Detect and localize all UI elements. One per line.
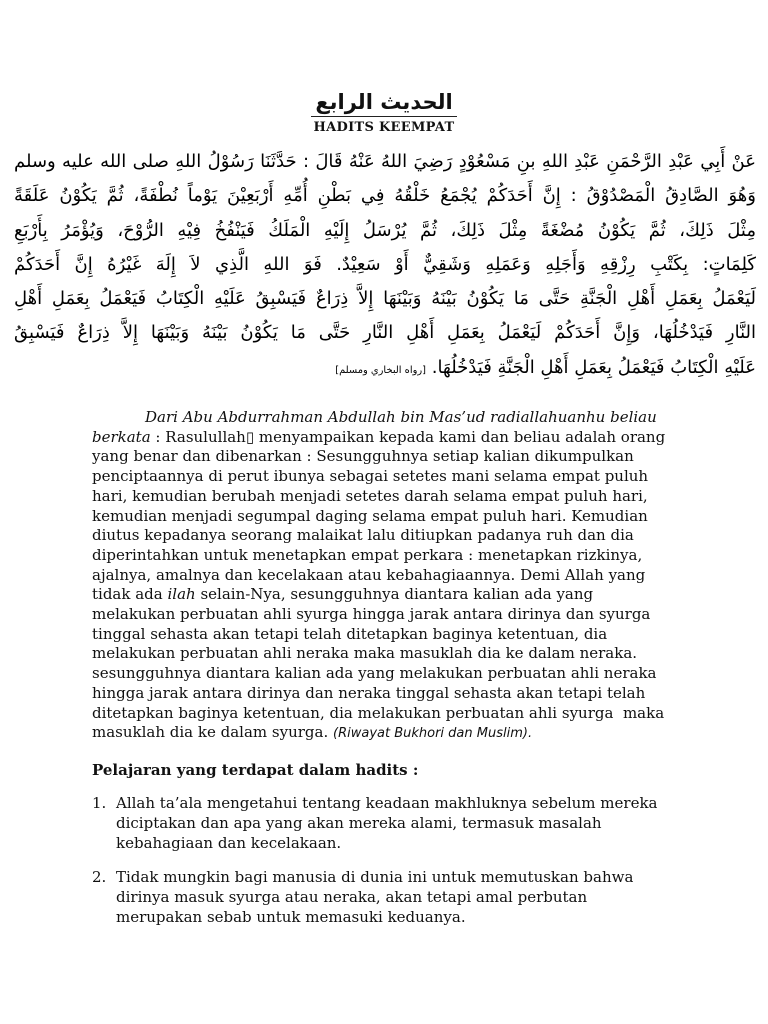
arabic-line: لَيَعْمَلُ بِعَمَلِ أَهْلِ الْجَنَّةِ حَتَّى مَا يَكُوْنُ بَيْنَهُ وَبَيْنَهَا إِلاَّ ذِرَاعٌ فَيَسْبِقُ عَلَيْهِ الْكِتَابُ فَيَعْمَلُ بِعَمَلِ أَهْلِ [14,288,756,310]
document-title-latin: HADITS KEEMPAT [313,120,455,135]
translation-text: sesungguhnya diantara kalian ada yang melakukan perbuatan ahli neraka [92,664,657,683]
hadith-arabic-text [14,145,756,388]
translation-text: tinggal sehasta akan tetapi telah ditetapkan baginya ketentuan, dia [92,624,608,643]
translation-line [92,447,742,467]
document-title-arabic: الحديث الرابع [311,88,456,117]
translation-text: masuklah dia ke dalam syurga. [92,723,333,742]
translation-line [92,644,742,664]
translation-line [92,684,742,704]
lesson-number: 2. [92,868,107,886]
translation-line [92,625,742,645]
translation-text: diutus kepadanya seorang malaikat lalu ditiupkan padanya ruh dan dia [92,526,634,545]
lesson-line: Tidak mungkin bagi manusia di dunia ini untuk memutuskan bahwa [116,868,634,886]
lesson-line: Allah ta’ala mengetahui tentang keadaan makhluknya sebelum mereka [116,794,658,812]
hadith-source: [رواه البخاري ومسلم] [335,364,426,376]
translation-text: hingga jarak antara dirinya dan neraka tinggal sehasta akan tetapi telah [92,683,646,702]
arabic-line: كَلِمَاتٍ: بِكَتْبِ رِزْقِهِ وَأَجَلِهِ وَعَمَلِهِ وَشَقِيٌّ أَوْ سَعِيْدٌ. فَوَ اللهِ الَّذِي لاَ إِلَهَ غَيْرُهُ إِنَّ أَحَدَكُمْ [14,253,756,275]
lesson-item [92,867,712,927]
translation-line [92,546,742,566]
title-arabic-container [0,88,768,117]
translation-text: ditetapkan baginya ketentuan, dia melakukan perbuatan ahli syurga maka [92,703,665,722]
arabic-line-last [14,351,756,388]
translation-line [92,408,742,428]
translation-line [92,526,742,546]
italic-text: Dari Abu Abdurrahman Abdullah bin Mas’ud radiallahuanhu beliau [145,408,657,426]
italic-text: berkata [92,427,151,446]
translation-line [92,723,742,744]
translation-line [92,487,742,507]
lessons-heading: Pelajaran yang terdapat dalam hadits : [92,761,419,779]
citation-text: (Riwayat Bukhori dan Muslim). [333,726,533,742]
translation-text: selain-Nya, sesungguhnya diantara kalian ada yang [195,585,594,604]
translation-line [92,467,742,487]
translation-text: melakukan perbuatan ahli neraka maka masuklah dia ke dalam neraka. [92,644,638,663]
translation-text: diperintahkan untuk menetapkan empat perkara : menetapkan rizkinya, [92,545,643,564]
translation-text: : Rasulullah▯ menyampaikan kepada kami dan beliau adalah orang [150,427,666,446]
translation-line [92,428,742,448]
translation-paragraph [92,408,742,744]
lesson-item [92,793,712,853]
arabic-line: عَنْ أَبِي عَبْدِ الرَّحْمَنِ عَبْدِ اللهِ بنِ مَسْعُوْدٍ رَضِيَ اللهُ عَنْهُ قَالَ : حَدَّثَنَا رَسُوْلُ اللهِ صلى الله عليه وسلم [14,151,756,172]
arabic-line: مِثْلَ ذَلِكَ، ثُمَّ يَكُوْنُ مُضْغَةً مِثْلَ ذَلِكَ، ثُمَّ يُرْسَلُ إِلَيْهِ الْمَلَكُ فَيَنْفُخُ فِيْهِ الرُّوْحَ، وَيُؤْمَرُ بِأَرْبَعِ [14,219,756,241]
lesson-line: merupakan sebab untuk memasuki keduanya. [116,908,466,926]
lesson-line: kebahagiaan dan kecelakaan. [116,834,342,852]
translation-text: melakukan perbuatan ahli syurga hingga jarak antara dirinya dan syurga [92,605,651,624]
italic-text: ilah [167,585,196,604]
translation-text: penciptaannya di perut ibunya sebagai setetes mani selama empat puluh [92,467,649,486]
translation-line [92,664,742,684]
translation-line [92,605,742,625]
translation-line [92,704,742,724]
lesson-line: dirinya masuk syurga atau neraka, akan tetapi amal perbutan [116,888,588,906]
lesson-text [116,793,657,853]
translation-line [92,566,742,586]
arabic-line: وَهُوَ الصَّادِقُ الْمَصْدُوْقُ : إِنَّ أَحَدَكُمْ يُجْمَعُ خَلْقُهُ فِي بَطْنِ أُمِّهِ أَرْبَعِيْنَ يَوْماً نُطْفَةً، ثُمَّ يَكُوْنُ عَلَقَةً [14,185,756,207]
translation-text: kemudian menjadi segumpal daging selama empat puluh hari. Kemudian [92,506,648,525]
translation-text: hari, kemudian berubah menjadi setetes darah selama empat puluh hari, [92,486,648,505]
translation-text: ajalnya, amalnya dan kecelakaan atau kebahagiaannya. Demi Allah yang [92,565,646,584]
translation-text: yang benar dan dibenarkan : Sesungguhnya setiap kalian dikumpulkan [92,447,634,466]
translation-line [92,585,742,605]
arabic-last-text: عَلَيْهِ الْكِتَابُ فَيَعْمَلُ بِعَمَلِ أَهْلِ الْجَنَّةِ فَيَدْخُلُهَا. [426,356,756,378]
lesson-text [116,867,633,927]
translation-text: tidak ada [92,585,168,604]
lesson-line: diciptakan dan apa yang akan mereka alami, termasuk masalah [116,814,602,832]
translation-line [92,507,742,527]
arabic-line: النَّارِ فَيَدْخُلُهَا، وَإِنَّ أَحَدَكُمْ لَيَعْمَلُ بِعَمَلِ أَهْلِ النَّارِ حَتَّى مَا يَكُوْنُ بَيْنَهُ وَبَيْنَهَا إِلاَّ ذِرَاعٌ فَيَسْبِقُ [14,322,756,344]
lesson-number: 1. [92,794,107,812]
